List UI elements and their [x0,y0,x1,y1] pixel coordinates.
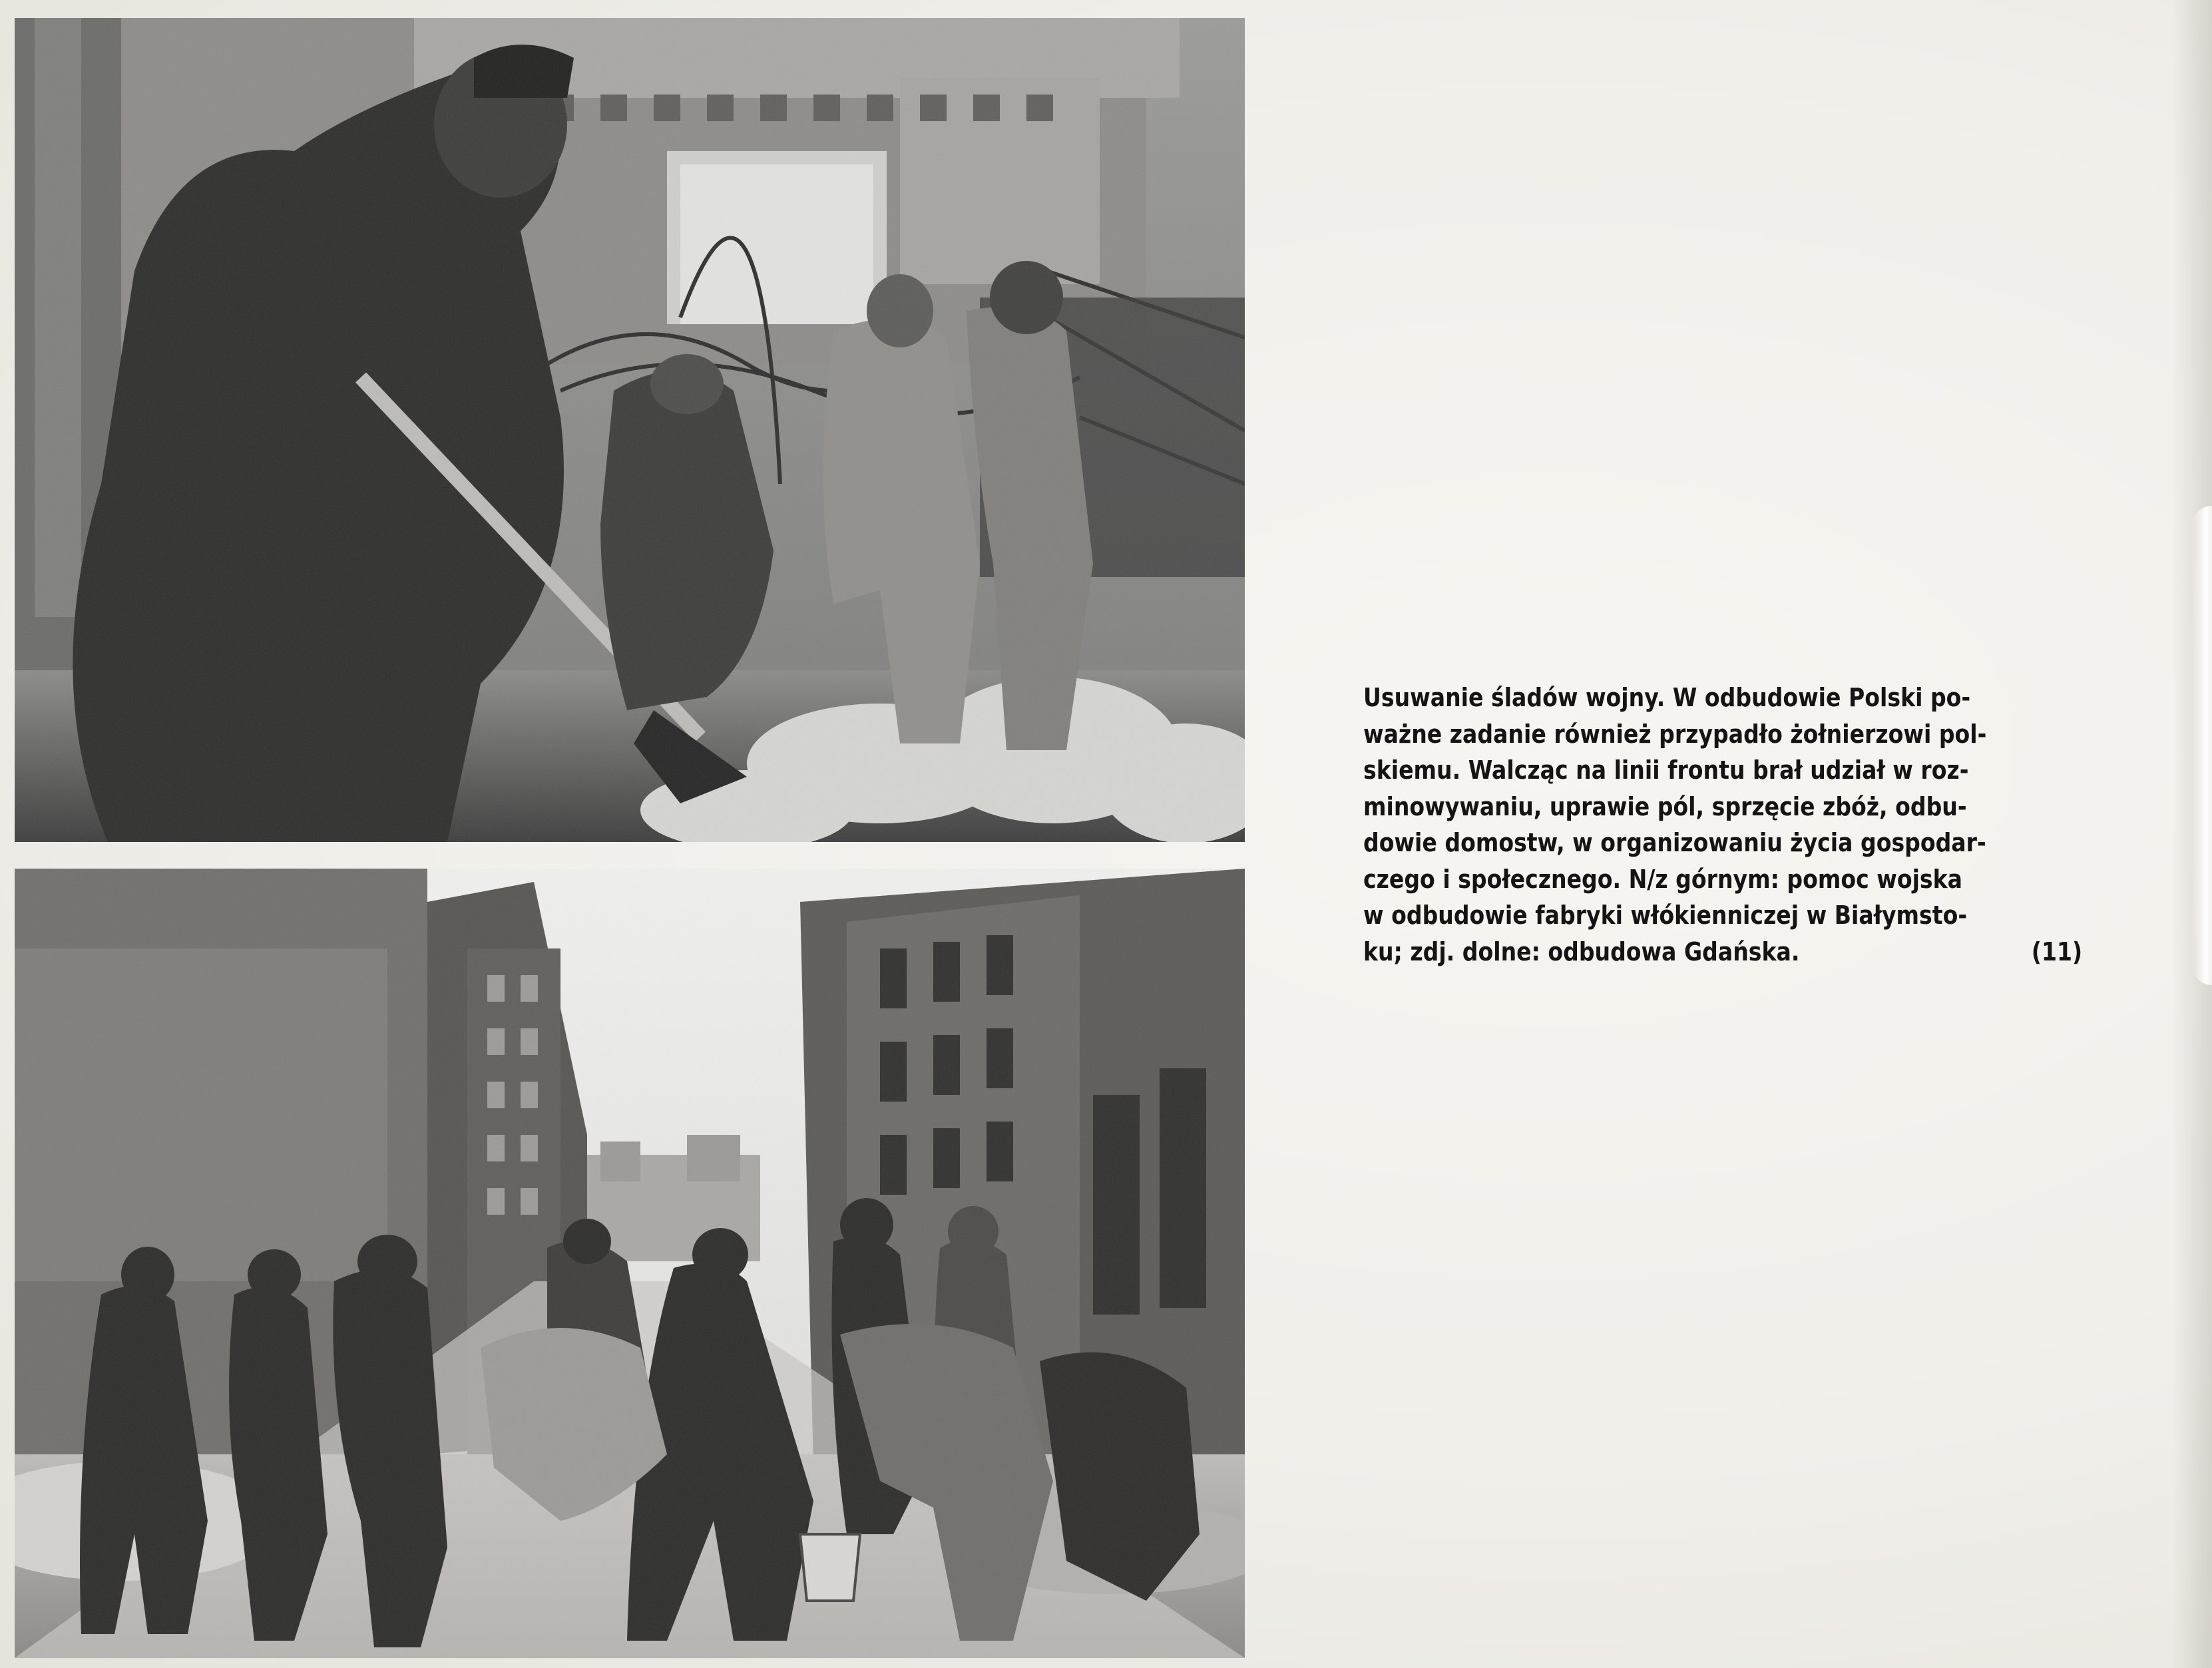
top-photo-soldiers-clearing-rubble [15,18,1245,842]
caption-line: ważne zadanie również przypadło żołnierzowi pol- [1363,719,1987,749]
paper-edge-curl [2192,506,2212,985]
caption-block [1363,680,2084,970]
caption-last-text: ku; zdj. dolne: odbudowa Gdańska. [1363,937,1800,967]
caption-line: Usuwanie śladów wojny. W odbudowie Polski po- [1363,683,1971,713]
caption-line: minowywaniu, uprawie pól, sprzęcie zbóż, odbu- [1363,791,1967,822]
bottom-photo-image [15,869,1245,1658]
caption-line: skiemu. Walcząc na linii frontu brał udział w roz- [1363,755,1969,785]
caption-line: w odbudowie fabryki włókienniczej w Białymsto- [1363,901,1968,931]
caption-last-line [1363,935,2084,971]
top-photo-image [15,18,1245,842]
bottom-photo-gdansk-reconstruction [15,869,1245,1658]
caption-line: dowie domostw, w organizowaniu życia gospodar- [1363,828,1986,858]
caption-line: czego i społecznego. N/z górnym: pomoc wojska [1363,864,1962,895]
plate-number: (11) [2031,937,2083,967]
